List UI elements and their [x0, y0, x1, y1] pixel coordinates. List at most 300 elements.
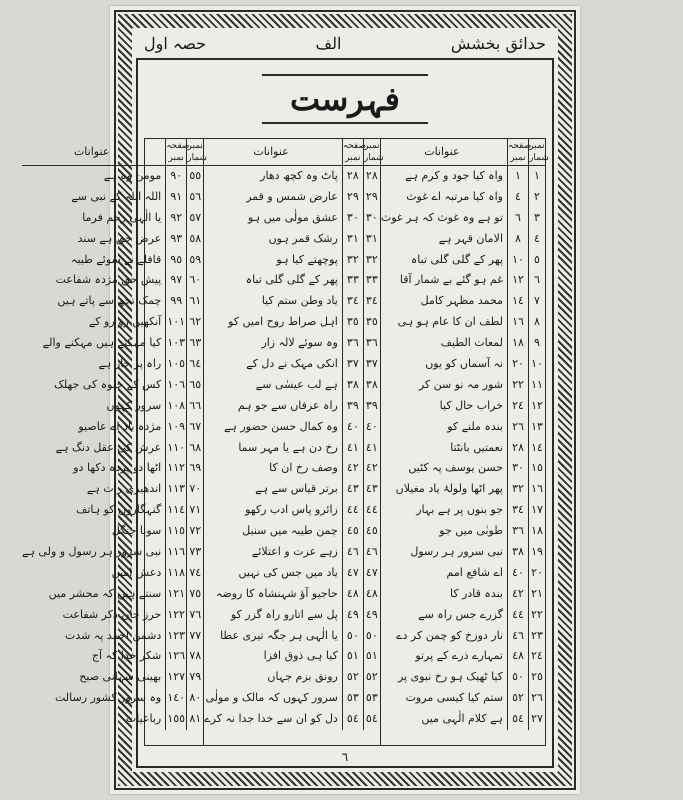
toc-entry[interactable] [381, 333, 545, 354]
entry-title: بھینی سہانی صبح [79, 670, 162, 684]
toc-entry[interactable] [22, 375, 203, 396]
entry-number: ١٨ [528, 521, 545, 542]
entry-title: شور مہ نو سن کر [418, 377, 503, 391]
toc-entry[interactable] [22, 438, 203, 459]
toc-entry[interactable] [381, 270, 545, 291]
entry-title: نبی سرور ہر رسول [410, 545, 503, 559]
toc-entry[interactable] [204, 208, 380, 229]
toc-entry[interactable] [381, 312, 545, 333]
toc-entry[interactable] [22, 542, 203, 563]
entry-title: گزرے جس راہ سے [418, 607, 503, 621]
entry-number: ٤٢ [363, 458, 380, 479]
toc-entry[interactable] [22, 521, 203, 542]
entry-page: ٣٩ [342, 396, 363, 417]
toc-entry[interactable] [204, 250, 380, 271]
entry-page: ٣٥ [342, 312, 363, 333]
entry-page: ٢٤ [507, 396, 528, 417]
entry-number: ٦٣ [186, 333, 203, 354]
toc-entry[interactable] [381, 187, 545, 208]
toc-entry[interactable] [381, 208, 545, 229]
entry-number: ٣٤ [363, 291, 380, 312]
entry-title: دشمن احمد پہ شدت [65, 628, 162, 642]
entry-page: ٩١ [165, 187, 186, 208]
entry-number: ٤٨ [363, 584, 380, 605]
entry-number: ٥١ [363, 646, 380, 667]
entry-number: ١٠ [528, 354, 545, 375]
entry-page: ٣٠ [507, 458, 528, 479]
entry-number: ٥٧ [186, 208, 203, 229]
toc-entry[interactable] [204, 646, 380, 667]
toc-entry[interactable] [204, 291, 380, 312]
entry-page: ١١٦ [165, 542, 186, 563]
entry-page: ١٠٩ [165, 417, 186, 438]
toc-entry[interactable] [22, 291, 203, 312]
toc-entry[interactable] [22, 270, 203, 291]
toc-entry[interactable] [22, 500, 203, 521]
entry-title: اللہ اللہ کے نبی سے [71, 189, 162, 203]
entry-number: ٣٩ [363, 396, 380, 417]
toc-entry[interactable] [22, 166, 203, 187]
entry-title: حرز جاں ذکر شفاعت [62, 607, 162, 621]
entry-number: ٤١ [363, 438, 380, 459]
entry-title: کیا مہکتے ہیں مہکنے والے [42, 336, 162, 350]
entry-number: ١٥ [528, 458, 545, 479]
toc-entry[interactable] [381, 166, 545, 187]
entry-title: یاد میں جس کی نہیں [238, 565, 338, 579]
header-num: نمبر شمار [187, 141, 208, 163]
toc-entry[interactable] [381, 229, 545, 250]
entry-title: حسن یوسف پہ کٹیں [408, 461, 503, 475]
entry-page: ٥٤ [507, 709, 528, 730]
entry-number: ٢٥ [528, 667, 545, 688]
toc-entry[interactable] [204, 229, 380, 250]
toc-entry[interactable] [204, 166, 380, 187]
entry-title: وہ سوئے لالہ زار [261, 336, 338, 350]
entry-title: انکی مہک نے دل کے [246, 357, 338, 371]
entry-number: ٥٥ [186, 166, 203, 187]
entry-page: ٤٠ [507, 563, 528, 584]
entry-page: ٢٩ [342, 187, 363, 208]
toc-entry[interactable] [204, 479, 380, 500]
entry-page: ٤٦ [342, 542, 363, 563]
entry-title: شکر خدا کہ آج [91, 649, 162, 663]
entry-page: ٤٢ [342, 458, 363, 479]
entry-page: ٣٢ [507, 479, 528, 500]
entry-title: عشق مولٰی میں ہو [247, 210, 338, 224]
toc-entry[interactable] [22, 250, 203, 271]
toc-entry[interactable] [381, 458, 545, 479]
toc-entry[interactable] [22, 479, 203, 500]
entry-page: ٩٢ [165, 208, 186, 229]
entry-number: ٧ [528, 291, 545, 312]
entry-number: ٢٨ [363, 166, 380, 187]
entry-title: طوبٰی میں جو [439, 524, 503, 538]
entry-number: ٧٦ [186, 605, 203, 626]
entry-page: ٣٠ [342, 208, 363, 229]
entry-number: ٢ [528, 187, 545, 208]
toc-entry[interactable] [204, 542, 380, 563]
entry-title: آنکھیں رو رو کے [88, 315, 162, 329]
entry-number: ٤ [528, 229, 545, 250]
entry-title: یا الٰہی رحم فرما [82, 210, 162, 224]
entry-page: ٣٧ [342, 354, 363, 375]
toc-entry[interactable] [204, 270, 380, 291]
entry-title: اندھیری رات ہے [86, 482, 162, 496]
toc-column [203, 139, 384, 745]
toc-entry[interactable] [204, 396, 380, 417]
entry-title: سونا جنگل [111, 524, 162, 538]
header-page-letter: الف [315, 33, 342, 53]
entry-page: ٩٧ [165, 270, 186, 291]
toc-entry[interactable] [22, 333, 203, 354]
entry-page: ٤ [507, 187, 528, 208]
toc-entry[interactable] [204, 354, 380, 375]
entry-page: ٤٨ [342, 584, 363, 605]
entry-number: ٦٤ [186, 354, 203, 375]
entry-page: ١٠ [507, 250, 528, 271]
entry-number: ٢٩ [363, 187, 380, 208]
entry-title: نبی سرور ہر رسول و ولی ہے [22, 545, 162, 559]
entry-number: ٧٧ [186, 626, 203, 647]
toc-entry[interactable] [381, 688, 545, 709]
toc-entry[interactable] [381, 646, 545, 667]
entry-number: ٦١ [186, 291, 203, 312]
entry-title: سنتے ہیں کہ محشر میں [48, 586, 162, 600]
entry-title: ہے لب عیسٰی سے [255, 377, 338, 391]
entry-number: ٥٤ [363, 709, 380, 730]
entry-title: وصف رخ ان کا [269, 461, 338, 475]
entry-title: خراب حال کیا [439, 398, 503, 412]
entry-page: ٥٠ [507, 667, 528, 688]
toc-entry[interactable] [381, 667, 545, 688]
entry-number: ٤٤ [363, 500, 380, 521]
toc-entry[interactable] [381, 417, 545, 438]
entry-page: ٩٩ [165, 291, 186, 312]
entry-page: ٤٣ [342, 479, 363, 500]
toc-entry[interactable] [381, 626, 545, 647]
toc-column [22, 139, 208, 745]
entry-title: واہ کیا جود و کرم ہے [405, 169, 503, 182]
entry-title: دل کو ان سے خدا جدا نہ کرے [204, 712, 338, 726]
toc-entry[interactable] [381, 563, 545, 584]
entry-title: نار دوزخ کو چمن کر دے [396, 628, 503, 642]
entry-page: ٤٤ [507, 605, 528, 626]
entry-page: ٣٢ [342, 250, 363, 271]
entry-number: ١٧ [528, 500, 545, 521]
entry-number: ٤٧ [363, 563, 380, 584]
entry-title: سرور کہوں کہ مالک و مولٰی [205, 691, 338, 705]
entry-number: ٤٦ [363, 542, 380, 563]
entry-number: ٥٠ [363, 626, 380, 647]
entry-number: ٧١ [186, 500, 203, 521]
entry-number: ٧٠ [186, 479, 203, 500]
entry-page: ٩٠ [165, 166, 186, 187]
toc-entry[interactable] [381, 521, 545, 542]
entry-number: ١١ [528, 375, 545, 396]
header-title: عنوانات [73, 145, 110, 158]
toc-entry[interactable] [22, 312, 203, 333]
entry-title: بندہ ملنے کو [447, 419, 503, 433]
toc-entry[interactable] [381, 354, 545, 375]
entry-number: ٥٦ [186, 187, 203, 208]
entry-page: ١٢١ [165, 584, 186, 605]
entry-page: ١١٨ [165, 563, 186, 584]
toc-entry[interactable] [22, 667, 203, 688]
toc-entry[interactable] [22, 563, 203, 584]
entry-page: ٥٤ [342, 709, 363, 730]
entry-title: پاٹ وہ کچھ دھار [260, 169, 338, 182]
toc-entry[interactable] [381, 584, 545, 605]
entry-page: ١٢٧ [165, 667, 186, 688]
entry-title: ہے کلام الٰہی میں [421, 712, 503, 726]
entry-title: اے شافع امم [446, 565, 503, 579]
toc-entry[interactable] [22, 396, 203, 417]
toc-entry[interactable] [22, 605, 203, 626]
toc-entry[interactable] [381, 291, 545, 312]
toc-entry[interactable] [204, 667, 380, 688]
toc-entry[interactable] [381, 375, 545, 396]
entry-title: سرور کہوں [106, 398, 162, 412]
toc-entry[interactable] [204, 458, 380, 479]
entry-page: ١٠٦ [165, 375, 186, 396]
toc-entry[interactable] [204, 417, 380, 438]
entry-title: کس کے جلوہ کی جھلک [53, 377, 162, 391]
entry-title: اہل صراط روح امیں کو [228, 315, 338, 329]
toc-entry[interactable] [204, 626, 380, 647]
entry-number: ٦٨ [186, 438, 203, 459]
entry-number: ٥٢ [363, 667, 380, 688]
entry-title: تو ہے وہ غوث کہ ہر غوث [380, 210, 503, 224]
toc-entry[interactable] [204, 312, 380, 333]
toc-entry[interactable] [22, 584, 203, 605]
entry-number: ٢٦ [528, 688, 545, 709]
entry-title: رشک قمر ہوں [268, 231, 338, 245]
entry-number: ٤٠ [363, 417, 380, 438]
entry-title: لمعات الطیف [440, 336, 503, 350]
entry-title: رونق بزم جہاں [267, 670, 338, 684]
entry-number: ١ [528, 166, 545, 187]
toc-entry[interactable] [22, 646, 203, 667]
entry-number: ٣٥ [363, 312, 380, 333]
entry-page: ٥٢ [342, 667, 363, 688]
entry-title: جو بنوں پر ہے بہار [416, 503, 503, 517]
toc-entry[interactable] [22, 187, 203, 208]
entry-page: ٣٤ [342, 291, 363, 312]
entry-title: پل سے اتارو راہ گزر کو [230, 607, 338, 621]
entry-title: چمن طیبہ میں سنبل [242, 524, 338, 538]
entry-number: ٣٣ [363, 270, 380, 291]
entry-title: مومن وہ ہے [103, 169, 162, 182]
toc-entry[interactable] [22, 709, 203, 730]
header-part: حصہ اول [144, 33, 207, 53]
entry-title: لطف ان کا عام ہو ہی [397, 315, 503, 329]
entry-title: چمک تجھ سے پاتے ہیں [57, 294, 162, 308]
toc-entry[interactable] [22, 688, 203, 709]
entry-title: پھر اٹھا ولولۂ یاد مغیلاں [395, 482, 503, 496]
entry-number: ١٦ [528, 479, 545, 500]
entry-number: ٥٨ [186, 229, 203, 250]
entry-page: ١ [507, 166, 528, 187]
header-book-title: حدائق بخشش [450, 33, 546, 53]
toc-entry[interactable] [22, 458, 203, 479]
entry-page: ٦ [507, 208, 528, 229]
entry-page: ٣٨ [507, 542, 528, 563]
toc-entry[interactable] [381, 250, 545, 271]
entry-page: ١٠٥ [165, 354, 186, 375]
toc-entry[interactable] [204, 584, 380, 605]
entry-title: حاجیو آؤ شہنشاہ کا روضہ [215, 586, 338, 600]
entry-title: راہ عرفاں سے جو ہم [237, 398, 338, 412]
entry-page: ١٠٨ [165, 396, 186, 417]
entry-page: ٣٣ [342, 270, 363, 291]
entry-title: زائرو پاس ادب رکھو [245, 503, 338, 517]
entry-number: ٨ [528, 312, 545, 333]
entry-page: ١٦ [507, 312, 528, 333]
entry-page: ١٥٥ [165, 709, 186, 730]
toc-entry[interactable] [22, 626, 203, 647]
entry-page: ٤٧ [342, 563, 363, 584]
entry-number: ١٤ [528, 438, 545, 459]
entry-title: راہ پر خار ہے [98, 357, 162, 371]
entry-number: ٣١ [363, 229, 380, 250]
entry-page: ٣٦ [342, 333, 363, 354]
toc-entry[interactable] [381, 479, 545, 500]
toc-entry[interactable] [381, 500, 545, 521]
toc-entry[interactable] [204, 709, 380, 730]
page-title: فہرست [262, 74, 428, 124]
toc-entry[interactable] [204, 375, 380, 396]
entry-number: ٧٣ [186, 542, 203, 563]
entry-number: ٥٣ [363, 688, 380, 709]
entry-title: نعمتیں بانٹتا [450, 440, 503, 454]
entry-title: کیا ٹھیک ہو رخ نبوی پر [397, 670, 503, 684]
entry-number: ٦٧ [186, 417, 203, 438]
entry-number: ٥٩ [186, 250, 203, 271]
entry-title: زہے عزت و اعتلائے [251, 545, 338, 559]
entry-page: ١١٢ [165, 458, 186, 479]
entry-page: ١٠٣ [165, 333, 186, 354]
entry-number: ٧٨ [186, 646, 203, 667]
header-title: عنوانات [424, 145, 460, 158]
entry-number: ٣٧ [363, 354, 380, 375]
entry-page: ٤١ [342, 438, 363, 459]
entry-number: ٦٦ [186, 396, 203, 417]
entry-title: محمد مظہر کامل [420, 294, 503, 308]
toc-entry[interactable] [381, 396, 545, 417]
entry-page: ٥٢ [507, 688, 528, 709]
header-page: صفحہ نمبر [166, 141, 190, 163]
entry-number: ٣٦ [363, 333, 380, 354]
entry-page: ١١٤ [165, 500, 186, 521]
header-title: عنوانات [253, 145, 289, 158]
entry-page: ٤٦ [507, 626, 528, 647]
toc-entry[interactable] [381, 438, 545, 459]
entry-title: تمہارے ذرے کے پرتو [415, 649, 503, 663]
entry-title: رباعیات [125, 712, 162, 726]
entry-number: ٢٢ [528, 605, 545, 626]
entry-number: ٧٩ [186, 667, 203, 688]
entry-number: ٤٩ [363, 605, 380, 626]
entry-title: ستم کیا کیسی مروت [405, 691, 503, 705]
header-num: نمبر شمار [529, 141, 549, 163]
entry-title: وہ کمال حسن حضور ہے [223, 419, 338, 433]
toc-entry[interactable] [204, 333, 380, 354]
entry-number: ٦ [528, 270, 545, 291]
entry-page: ١٤٠ [165, 688, 186, 709]
toc-entry[interactable] [204, 500, 380, 521]
entry-page: ٤٨ [507, 646, 528, 667]
toc-entry[interactable] [204, 521, 380, 542]
entry-page: ١٤ [507, 291, 528, 312]
entry-number: ١٩ [528, 542, 545, 563]
entry-title: پوچھتے کیا ہو [276, 252, 338, 266]
toc-entry[interactable] [22, 417, 203, 438]
toc-entry[interactable] [22, 208, 203, 229]
header-page: صفحہ نمبر [342, 141, 367, 163]
entry-title: مژدہ باد اے عاصیو [78, 419, 162, 433]
entry-page: ٨ [507, 229, 528, 250]
entry-number: ٤٣ [363, 479, 380, 500]
entry-number: ٢١ [528, 584, 545, 605]
entry-number: ٥ [528, 250, 545, 271]
page-number: ٦ [341, 750, 349, 764]
entry-page: ١٠١ [165, 312, 186, 333]
entry-title: دعش امین [111, 565, 162, 579]
entry-page: ٢٢ [507, 375, 528, 396]
entry-title: واہ کیا مرتبہ اے غوث [406, 189, 503, 203]
entry-number: ٢٧ [528, 709, 545, 730]
entry-number: ٧٥ [186, 584, 203, 605]
entry-number: ٢٠ [528, 563, 545, 584]
entry-number: ٣٢ [363, 250, 380, 271]
entry-number: ٢٤ [528, 646, 545, 667]
entry-page: ٤٩ [342, 605, 363, 626]
entry-page: ٤٤ [342, 500, 363, 521]
entry-number: ٧٤ [186, 563, 203, 584]
toc-entry[interactable] [204, 688, 380, 709]
entry-number: ٣ [528, 208, 545, 229]
title-band [136, 62, 554, 136]
entry-page: ١١٣ [165, 479, 186, 500]
entry-number: ٦٩ [186, 458, 203, 479]
entry-number: ٩ [528, 333, 545, 354]
toc-entry[interactable] [204, 563, 380, 584]
entry-number: ٢٣ [528, 626, 545, 647]
book-page [22, 6, 580, 794]
entry-title: الامان قہر ہے [438, 231, 503, 245]
entry-title: بندہ قادر کا [449, 586, 503, 600]
running-header [136, 28, 554, 58]
entry-title: نہ آسماں کو یوں [425, 357, 503, 371]
toc-entry[interactable] [22, 354, 203, 375]
toc-entry[interactable] [204, 187, 380, 208]
entry-number: ٦٢ [186, 312, 203, 333]
toc-entry[interactable] [381, 605, 545, 626]
entry-page: ٢٦ [507, 417, 528, 438]
toc-entry[interactable] [204, 605, 380, 626]
entry-page: ١٢٣ [165, 626, 186, 647]
entry-page: ١١٠ [165, 438, 186, 459]
toc-entry[interactable] [22, 229, 203, 250]
toc-entry[interactable] [381, 709, 545, 730]
entry-title: عرض حق ہے سند [77, 231, 162, 245]
toc-entry[interactable] [381, 542, 545, 563]
entry-page: ٢٨ [507, 438, 528, 459]
header-num: نمبر شمار [363, 141, 384, 163]
toc-entry[interactable] [204, 438, 380, 459]
table-of-contents [22, 138, 549, 746]
entry-title: قافلے نے سوئے طیبہ [71, 252, 162, 266]
